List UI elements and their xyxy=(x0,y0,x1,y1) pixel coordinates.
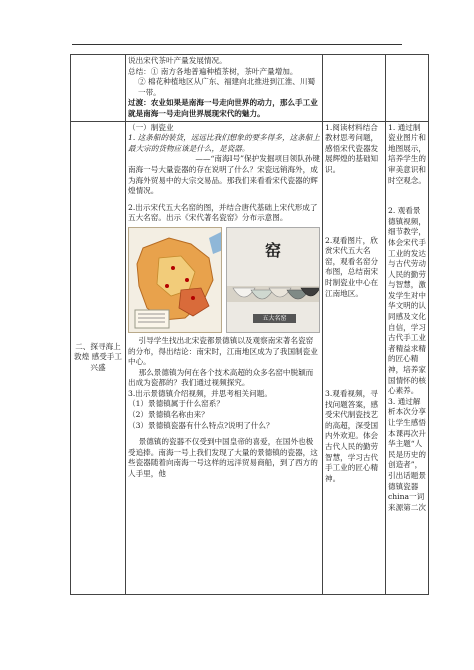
table-row xyxy=(71,121,429,594)
text-line: ② 棉花种植地区从广东、福建向北推进到江淮、川蜀一带。 xyxy=(138,77,316,97)
table-row xyxy=(71,55,429,122)
intent-step: 2. 观看景德镇视频，细节教学，体会宋代手工业的发达与古代劳动人民的勤劳与智慧，激发学生对中华文明的认同感及文化自信，学习古代手工业者精益求精的匠心精神，培养家国情怀的核心素养。 xyxy=(388,206,426,396)
student-step: 1.阅读材料结合教材思考问题，感悟宋代瓷器发展辉煌的基础知识。 xyxy=(325,122,379,174)
subtitle: （一）制瓷业 xyxy=(128,122,174,132)
quote-source: ——“南海Ⅰ号”保护发掘项目领队孙键 xyxy=(195,154,320,164)
question-line: （1）景德镇属于什么窑系？ xyxy=(128,399,224,409)
text-line: 南海一号大量瓷器的存在说明了什么？宋瓷远销海外，成为海外贸易中的大宗交易品。那我们来看看宋代瓷器的辉煌情况。 xyxy=(128,164,318,196)
text-line: 那么景德镇为何在各个技术高超的众多名窑中脱颖而出成为瓷都的？我们通过视频探究。 xyxy=(128,367,314,388)
section-cell xyxy=(71,55,126,122)
image-caption: 五大名窑 xyxy=(253,314,296,323)
text-line: 总结：① 南方各地普遍种植茶树，茶叶产量增加。 xyxy=(128,66,298,76)
text-line: 说出宋代茶叶产量发展情况。 xyxy=(128,56,227,65)
student-activity-cell xyxy=(323,121,386,594)
question-line: （2）景德镇名称由来？ xyxy=(128,410,209,420)
text-line: 3.出示景德镇介绍视频，并思考相关问题。 xyxy=(128,388,272,398)
header-rule xyxy=(72,44,402,45)
design-intent-cell xyxy=(386,55,429,122)
intent-step: 3. 通过解析本次分享让学生感悟本课再次升华主题“人民是历史的创造者”，引出话题景德镇瓷器china一词来源第二次 xyxy=(388,396,426,512)
quote-text: 1. 这条船的装货，远远比我们想象的要多得多，这条船上最大宗的货物应该是什么，是瓷器。 xyxy=(128,133,320,153)
text-line: 景德镇的瓷器不仅受到中国皇帝的喜爱，在国外也极受追捧。南海一号上我们发现了大量的景德镇的瓷器，这些瓷器随着向南海一号这样的远洋贸易商船，到了西方的人手里，他 xyxy=(128,437,318,479)
figure-row xyxy=(128,227,320,333)
text-line: 引导学生找出北宋瓷都景德镇以及观察南宋著名瓷窑的分布，得出结论：南宋时，江南地区成为了我国制瓷业中心。 xyxy=(128,335,318,367)
intent-step: 1. 通过制瓷业图片和地图展示，培养学生的审美意识和时空观念。 xyxy=(388,122,426,185)
transition-text: 过渡：农业如果是南海一号走向世界的动力，那么手工业就是南海一号走向世界展现宋代的魅力。 xyxy=(128,98,318,118)
teacher-activity-cell xyxy=(126,55,323,122)
question-line: （3）景德镇瓷器有什么特点?说明了什么？ xyxy=(128,420,274,430)
student-step: 2.观看图片，欣赏宋代五大名窑，观看名窑分布图，总结南宋时制瓷业中心在江南地区。 xyxy=(325,235,379,298)
kiln-map-image xyxy=(128,227,222,333)
student-activity-cell xyxy=(323,55,386,122)
kiln-character: 窑 xyxy=(264,240,281,260)
design-intent-cell xyxy=(386,121,429,594)
teacher-activity-cell xyxy=(126,121,323,594)
map-graphic xyxy=(129,228,222,332)
text-line: 2.出示宋代五大名窑的图，并结合唐代基础上宋代形成了五大名窑。出示《宋代著名瓷窑》分布示意图。 xyxy=(128,202,318,223)
student-step: 3.观看视频，寻找问题答案，感受宋代制瓷技艺的高超，深受国内外欢迎。体会古代人民的勤劳智慧，学习古代手工业的匠心精神。 xyxy=(325,389,379,483)
lesson-plan-table xyxy=(70,54,429,595)
five-kilns-image xyxy=(226,227,320,333)
section-title: 二、探寻海上敦煌 感受手工兴盛 xyxy=(71,121,126,594)
